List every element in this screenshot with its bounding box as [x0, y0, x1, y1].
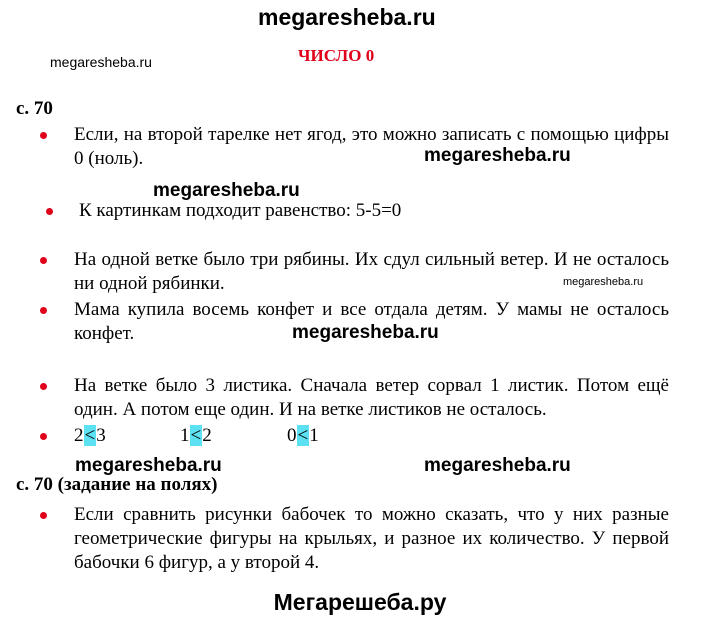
- comparison-right: 2: [202, 425, 212, 446]
- list-item-text: На ветке было 3 листика. Сначала ветер сорвал 1 листик. Потом ещё один. А потом еще один. И на ветке листиков не осталось.: [74, 375, 669, 420]
- list-item-text: Мама купила восемь конфет и все отдала детям. У мамы не осталось конфет.: [74, 299, 669, 344]
- bullet-icon: [40, 307, 47, 314]
- comparison-right: 1: [309, 425, 319, 446]
- section-heading-1: с. 70: [16, 98, 53, 119]
- comparison: [74, 424, 106, 448]
- watermark: megaresheba.ru: [75, 455, 222, 476]
- comparison-right: 3: [96, 425, 106, 446]
- list-item-text: На одной ветке было три рябины. Их сдул сильный ветер. И не осталось ни одной рябинки.: [74, 249, 669, 294]
- comparison: [180, 424, 212, 448]
- list-item-text: Если сравнить рисунки бабочек то можно сказать, что у них разные геометрические фигуры на крыльях, и разное их количество. У первой бабочки 6 фигур, а у второй 4.: [74, 504, 669, 573]
- watermark: megaresheba.ru: [424, 455, 571, 476]
- comparison-sign: <: [84, 425, 96, 446]
- comparison: [287, 424, 319, 448]
- watermark-top-left: megaresheba.ru: [50, 54, 152, 70]
- watermark-tiny: megaresheba.ru: [563, 276, 644, 288]
- comparison-left: 2: [74, 425, 84, 446]
- watermark: megaresheba.ru: [292, 322, 439, 343]
- bullet-icon: [40, 132, 47, 139]
- bullet-icon: [46, 208, 53, 215]
- comparison-left: 0: [287, 425, 297, 446]
- page-title: ЧИСЛО 0: [298, 46, 375, 65]
- section-heading-2: с. 70 (задание на полях): [16, 474, 218, 495]
- bullet-icon: [40, 257, 47, 264]
- comparison-sign: <: [190, 425, 202, 446]
- bullet-icon: [40, 433, 47, 440]
- comparison-sign: <: [297, 425, 309, 446]
- watermark: megaresheba.ru: [424, 145, 571, 166]
- list-item-text: К картинкам подходит равенство: 5-5=0: [79, 200, 402, 221]
- header-watermark: megaresheba.ru: [258, 4, 436, 30]
- bullet-icon: [40, 512, 47, 519]
- watermark: megaresheba.ru: [153, 180, 300, 201]
- list-item-text: Если, на второй тарелке нет ягод, это можно записать с помощью цифры 0 (ноль).: [74, 124, 669, 169]
- bullet-icon: [40, 383, 47, 390]
- footer-watermark: Мегарешеба.ру: [273, 589, 447, 615]
- comparison-left: 1: [180, 425, 190, 446]
